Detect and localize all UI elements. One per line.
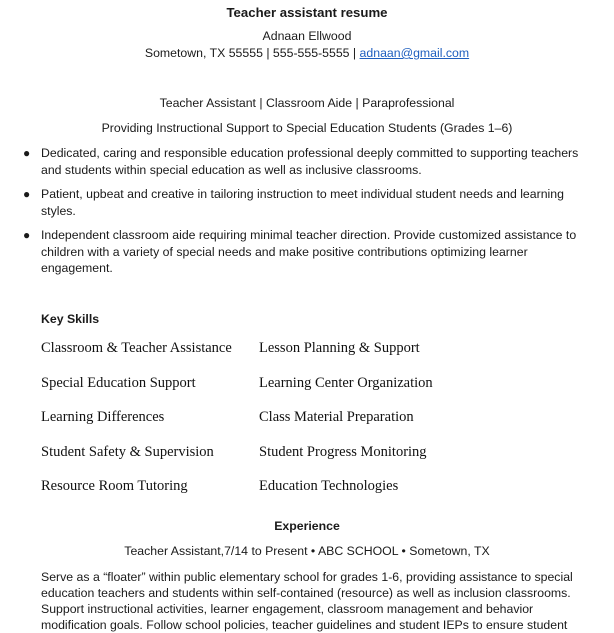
skill-item: Lesson Planning & Support xyxy=(259,340,420,356)
skill-item: Special Education Support xyxy=(41,374,196,391)
focus-line: Providing Instructional Support to Special Education Students (Grades 1–6) xyxy=(101,121,513,135)
skills-grid xyxy=(41,340,561,513)
skill-item: Learning Center Organization xyxy=(259,374,433,391)
skill-item: Student Progress Monitoring xyxy=(259,443,427,460)
job-line: Teacher Assistant,7/14 to Present • ABC SCHOOL • Sometown, TX xyxy=(124,544,490,558)
skill-item: Learning Differences xyxy=(41,409,165,425)
summary-list xyxy=(0,145,590,285)
skill-row xyxy=(41,409,561,444)
roles-line: Teacher Assistant | Classroom Aide | Paraprofessional xyxy=(159,96,455,110)
candidate-name: Adnaan Ellwood xyxy=(262,29,352,43)
skill-item: Student Safety & Supervision xyxy=(41,443,214,460)
email-link[interactable]: adnaan@gmail.com xyxy=(359,46,470,60)
skill-item: Class Material Preparation xyxy=(259,409,414,425)
contact-line xyxy=(0,46,614,60)
experience-heading: Experience xyxy=(274,519,340,533)
summary-text: Patient, upbeat and creative in tailoring instruction to meet individual student needs and learning styles. xyxy=(41,187,564,218)
summary-item xyxy=(0,186,590,219)
skill-row xyxy=(41,444,561,479)
skill-item: Classroom & Teacher Assistance xyxy=(41,340,232,356)
summary-item xyxy=(0,227,590,277)
skill-row xyxy=(41,340,561,375)
summary-text: Independent classroom aide requiring minimal teacher direction. Provide customized assistance to children with a variety of special needs and make positive contributions optimizing learner engagement. xyxy=(41,228,577,275)
summary-item xyxy=(0,145,590,178)
skill-row xyxy=(41,478,561,513)
skill-row xyxy=(41,375,561,410)
summary-text: Dedicated, caring and responsible education professional deeply committed to supporting teachers and students within special education as well as inclusive classrooms. xyxy=(41,146,579,177)
job-description: Serve as a “floater” within public elementary school for grades 1-6, providing assistance to special education teachers and students within self-contained (resource) as well as inclusion classrooms. Support instructional activities, learner engagement, classroom management and behavior modification goals. Follow school policies, teacher guidelines and student IEPs to ensure student xyxy=(41,570,573,632)
resume-title: Teacher assistant resume xyxy=(226,5,388,20)
bullet-icon: ● xyxy=(23,187,31,201)
skills-heading: Key Skills xyxy=(41,312,100,326)
skill-item: Resource Room Tutoring xyxy=(41,478,188,494)
bullet-icon: ● xyxy=(23,228,31,242)
bullet-icon: ● xyxy=(23,146,31,160)
skill-item: Education Technologies xyxy=(259,478,399,494)
contact-details: Sometown, TX 55555 | 555-555-5555 | xyxy=(144,46,360,60)
